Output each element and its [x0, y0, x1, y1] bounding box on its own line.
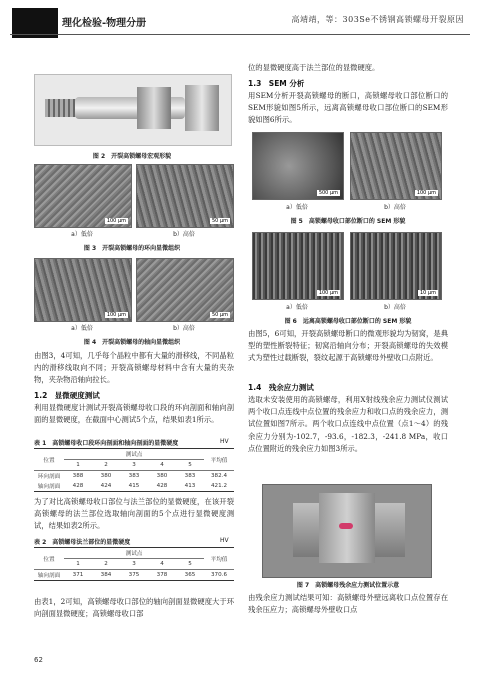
figure-5a-image: [252, 132, 344, 200]
table-header-points: 测试点: [64, 548, 204, 559]
table-1-unit: HV: [220, 438, 229, 445]
table-header-point: 3: [132, 561, 136, 567]
paragraph-residual-stress: 选取未安装使用的高锁螺母，利用X射线残余应力测试仪测试两个收口点连线中点位置的残余应力和收口点的残余应力，测试位置如图7所示。两个收口点连线中点位置（点1～4）的残余应力分别为-102.7，-93.6，-182.3，-241.8 MPa，收口点位置附近的残余应力如图3所示。: [248, 395, 448, 453]
journal-name: 理化检验-物理分册: [62, 18, 147, 29]
table-header-position: 位置: [43, 556, 55, 563]
figure-5b-label: b）高倍: [384, 204, 406, 211]
figure-6b-label: b）高倍: [384, 304, 406, 311]
figure-3a-label: a）低倍: [71, 231, 93, 238]
table-header-position: 位置: [43, 457, 55, 464]
table-cell: 428: [156, 483, 168, 489]
table-cell: 371: [72, 572, 84, 578]
scale-bar: 100 μm: [416, 190, 436, 196]
scale-bar: 100 μm: [106, 218, 126, 224]
table-header-points: 测试点: [64, 449, 204, 460]
table-header-point: 3: [132, 462, 136, 468]
section-1-4-heading: 1.4 残余应力测试: [248, 383, 314, 392]
table-cell: 384: [100, 572, 112, 578]
table-header-point: 1: [76, 462, 80, 468]
scale-bar: 100 μm: [106, 312, 126, 318]
table-header-point: 4: [160, 462, 164, 468]
figure-7-caption: 图 7 高锁螺母残余应力测试位置示意: [296, 582, 400, 589]
table-cell: 383: [128, 473, 140, 479]
figure-4a-label: a）低倍: [71, 325, 93, 332]
table-header-point: 5: [188, 561, 192, 567]
scale-bar: 10 μm: [419, 290, 436, 296]
table-row-label: 轴向剖面: [37, 484, 61, 490]
figure-3-caption: 图 3 开裂高锁螺母的环向显微组织: [83, 245, 181, 252]
table-row-label: 轴向剖面: [37, 573, 61, 579]
table-1-caption: 表 1 高锁螺母收口段环向剖面和轴向剖面的显微硬度: [34, 440, 179, 447]
table-header-point: 2: [104, 561, 108, 567]
table-cell-average: 370.6: [210, 572, 227, 578]
table-header-point: 1: [76, 561, 80, 567]
paragraph-hardness-conclusion: 由表1，2可知，高锁螺母收口部位的轴向剖面显微硬度大于环向剖面显微硬度；高锁螺母收口部: [34, 597, 234, 619]
scale-bar: 100 μm: [318, 290, 338, 296]
paragraph-continued: 位的显微硬度高于法兰部位的显微硬度。: [248, 63, 380, 72]
table-1: [34, 448, 234, 492]
table-2-unit: HV: [220, 537, 229, 544]
figure-5b-image: [350, 132, 442, 200]
figure-6a-label: a）低倍: [286, 304, 308, 311]
figure-6a-image: [252, 232, 344, 300]
table-cell: 415: [128, 483, 140, 489]
paragraph-fracture-analysis: 由图5，6可知，开裂高锁螺母断口的微观形貌均为韧窝，是典型的塑性断裂特征；韧窝沿轴向分布；开裂高锁螺母的失效模式为塑性过载断裂，裂纹起源于高锁螺母外壁收口点附近。: [248, 329, 448, 363]
figure-4a-image: [34, 258, 132, 322]
figure-4-caption: 图 4 开裂高锁螺母的轴向显微组织: [83, 339, 181, 346]
table-header-point: 5: [188, 462, 192, 468]
scale-bar: 50 μm: [211, 312, 228, 318]
table-header-point: 4: [160, 561, 164, 567]
header-rule: [10, 34, 470, 35]
figure-4b-image: [136, 258, 234, 322]
figure-4b-label: b）高倍: [173, 325, 195, 332]
table-cell: 378: [156, 572, 168, 578]
figure-2-bolt-photo: [34, 74, 232, 146]
section-1-2-heading: 1.2 显微硬度测试: [34, 391, 100, 400]
figure-7-image: [262, 484, 432, 578]
table-header-average: 平均值: [210, 556, 228, 563]
figure-6b-image: [350, 232, 442, 300]
paragraph-stress-conclusion: 由残余应力测试结果可知：高锁螺母外壁远离收口点位置存在残余压应力；高锁螺母外壁收口点: [248, 593, 448, 615]
section-1-3-heading: 1.3 SEM 分析: [248, 79, 305, 88]
table-2-caption: 表 2 高锁螺母法兰部位的显微硬度: [34, 539, 131, 546]
page-number: 62: [34, 656, 43, 664]
table-cell: 380: [100, 473, 112, 479]
figure-5-caption: 图 5 高锁螺母收口部位断口的 SEM 形貌: [290, 218, 406, 225]
paragraph-microstructure: 由图3，4可知，几乎每个晶粒中都有大量的滑移线，不同晶粒内的滑移线取向不同；开裂高锁螺母材料中含有大量的夹杂物，夹杂物沿轴向拉长。: [34, 351, 234, 385]
paragraph-flange-hardness: 为了对比高锁螺母收口部位与法兰部位的显微硬度，在该开裂高锁螺母的法兰部位选取轴向剖面的5个点进行显微硬度测试，结果如表2所示。: [34, 497, 234, 531]
table-cell: 375: [128, 572, 140, 578]
figure-3b-image: [136, 164, 234, 228]
paragraph-sem-intro: 用SEM分析开裂高锁螺母的断口，高锁螺母收口部位断口的SEM形貌如图5所示，远离高锁螺母收口部位断口的SEM形貌如图6所示。: [248, 91, 448, 125]
table-cell-average: 421.2: [210, 483, 227, 489]
table-cell: 428: [72, 483, 84, 489]
table-row-label: 环向剖面: [37, 474, 61, 480]
figure-6-caption: 图 6 远离高锁螺母收口部位断口的 SEM 形貌: [284, 318, 412, 325]
table-cell: 383: [184, 473, 196, 479]
table-header-point: 2: [104, 462, 108, 468]
table-header-average: 平均值: [210, 457, 228, 464]
table-cell: 424: [100, 483, 112, 489]
table-cell: 388: [72, 473, 84, 479]
running-head: 高靖靖，等：303Se不锈钢高锁螺母开裂原因: [291, 15, 464, 24]
table-cell: 380: [156, 473, 168, 479]
table-cell-average: 382.4: [210, 473, 227, 479]
scale-bar: 50 μm: [211, 218, 228, 224]
table-cell: 365: [184, 572, 196, 578]
table-2: [34, 547, 234, 581]
scale-bar: 500 μm: [318, 190, 338, 196]
figure-2-caption: 图 2 开裂高锁螺母宏观形貌: [92, 153, 172, 160]
figure-3a-image: [34, 164, 132, 228]
paragraph-hardness-intro: 利用显微硬度计测试开裂高锁螺母收口段的环向剖面和轴向剖面的显微硬度，在截面中心测试5个点，结果如表1所示。: [34, 403, 234, 425]
figure-5a-label: a）低倍: [286, 204, 308, 211]
table-cell: 413: [184, 483, 196, 489]
figure-3b-label: b）高倍: [173, 231, 195, 238]
